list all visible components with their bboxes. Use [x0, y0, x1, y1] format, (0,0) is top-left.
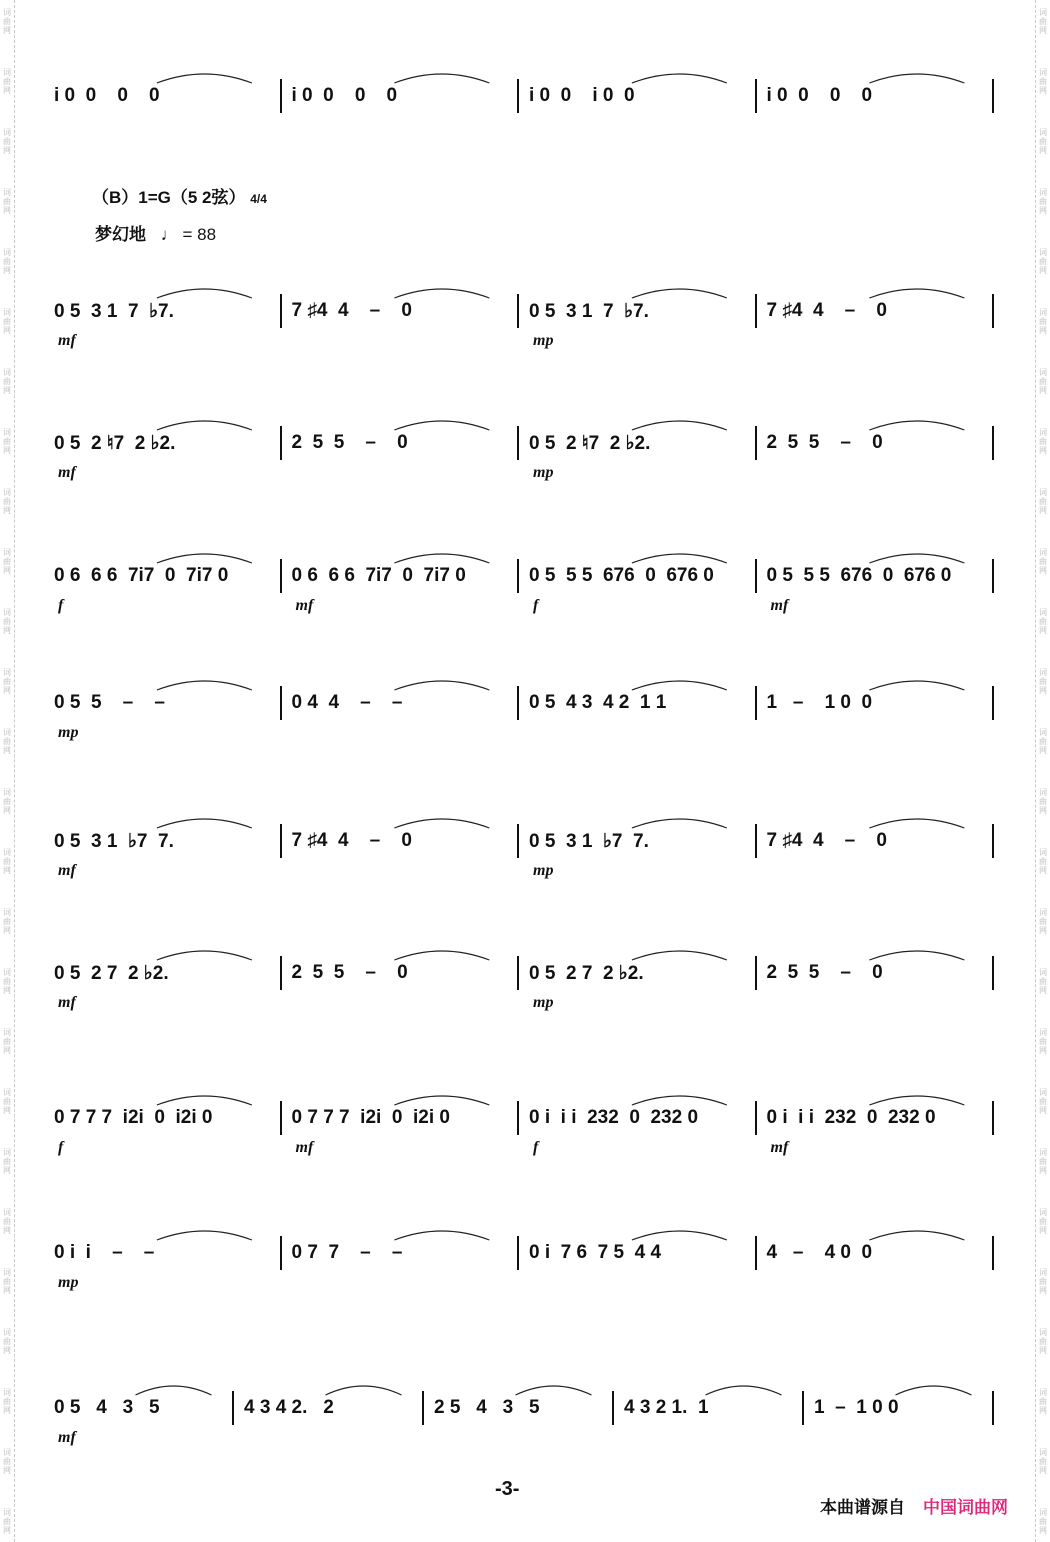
- score-line: [50, 1085, 1000, 1165]
- measure: 0 6 6 6 7i7 0 7i7 0: [54, 565, 229, 586]
- measure: 4 3 2 1. 1: [624, 1397, 709, 1418]
- measure: 0 5 3 1 ♭7 7.: [529, 831, 649, 852]
- slur-arc: [869, 289, 964, 298]
- measure: 0 7 7 7 i2i 0 i2i 0: [291, 1107, 450, 1128]
- slur-arc: [869, 1231, 964, 1240]
- slur-arc: [632, 554, 727, 563]
- slur-arc: [632, 74, 727, 83]
- slur-arc: [632, 1231, 727, 1240]
- measure: 4 3 4 2. 2: [244, 1397, 334, 1418]
- watermark-text: 词 曲 网: [3, 1328, 11, 1355]
- measure: i 0 0 0 0: [766, 85, 873, 106]
- key-signature: （B）1=G（5 2弦） 4/4: [92, 188, 267, 207]
- dynamic-marking: mf: [58, 332, 76, 349]
- watermark-text: 词 曲 网: [3, 1028, 11, 1055]
- watermark-text: 词 曲 网: [3, 428, 11, 455]
- slur-marks: [50, 808, 1000, 832]
- notes-row: [50, 692, 1000, 722]
- watermark-text: 词 曲 网: [3, 1508, 11, 1535]
- slur-arc: [632, 1096, 727, 1105]
- watermark-text: 词 曲 网: [1039, 788, 1047, 815]
- watermark-text: 词 曲 网: [1039, 68, 1047, 95]
- measure: 0 7 7 – –: [291, 1242, 403, 1263]
- source-site: 中国词曲网: [923, 1498, 1008, 1517]
- notes-row: [50, 85, 1000, 115]
- dynamic-marking: f: [58, 597, 64, 614]
- notes-row: [50, 830, 1000, 860]
- watermark-text: 词 曲 网: [1039, 248, 1047, 275]
- measure: 0 5 3 1 7 ♭7.: [54, 301, 174, 322]
- measure: 4 – 4 0 0: [766, 1242, 873, 1263]
- measure: 0 5 2 ♮7 2 ♭2.: [529, 433, 651, 454]
- dynamic-marking: f: [533, 1139, 539, 1156]
- measure: 0 5 4 3 5: [54, 1397, 160, 1418]
- dynamic-marking: mp: [58, 1274, 79, 1291]
- watermark-text: 词 曲 网: [1039, 968, 1047, 995]
- measure: 7 ♯4 4 – 0: [766, 300, 887, 321]
- dynamic-marking: mp: [533, 862, 554, 879]
- dynamic-marking: mp: [533, 332, 554, 349]
- watermark-text: 词 曲 网: [1039, 428, 1047, 455]
- dynamic-marking: mp: [58, 724, 79, 741]
- dynamic-marking: mf: [58, 464, 76, 481]
- slur-arc: [394, 74, 489, 83]
- slur-arc: [869, 421, 964, 430]
- slur-arc: [632, 289, 727, 298]
- watermark-text: 词 曲 网: [3, 1148, 11, 1175]
- watermark-text: 词 曲 网: [1039, 1388, 1047, 1415]
- dynamic-marking: mp: [533, 994, 554, 1011]
- watermark-text: 词 曲 网: [1039, 1208, 1047, 1235]
- slur-arc: [157, 554, 252, 563]
- slur-marks: [50, 278, 1000, 302]
- slur-arc: [157, 74, 252, 83]
- slur-arc: [394, 819, 489, 828]
- watermark-text: 词 曲 网: [1039, 128, 1047, 155]
- measure: 1 – 1 0 0: [814, 1397, 899, 1418]
- measure: 0 5 3 1 ♭7 7.: [54, 831, 174, 852]
- dynamic-marking: mf: [58, 994, 76, 1011]
- slur-arc: [136, 1386, 212, 1395]
- watermark-text: 词 曲 网: [1039, 668, 1047, 695]
- measure: 2 5 5 – 0: [291, 962, 408, 983]
- measure: 0 5 4 3 4 2 1 1: [529, 692, 667, 713]
- watermark-text: 词 曲 网: [3, 1388, 11, 1415]
- slur-arc: [632, 951, 727, 960]
- notes-row: [50, 1397, 1000, 1427]
- slur-arc: [896, 1386, 972, 1395]
- slur-marks: [50, 670, 1000, 694]
- dynamic-marking: mf: [295, 1139, 314, 1156]
- notes-row: [50, 962, 1000, 992]
- slur-arc: [869, 1096, 964, 1105]
- score-line: [50, 410, 1000, 490]
- slur-arc: [632, 421, 727, 430]
- watermark-text: 词 曲 网: [1039, 488, 1047, 515]
- page-number: -3-: [495, 1478, 520, 1500]
- slur-arc: [394, 421, 489, 430]
- slur-arc: [157, 421, 252, 430]
- watermark-text: 词 曲 网: [1039, 1508, 1047, 1535]
- watermark-text: 词 曲 网: [1039, 188, 1047, 215]
- slur-arc: [869, 819, 964, 828]
- tempo-value: ♩ = 88: [160, 225, 217, 244]
- watermark-text: 词 曲 网: [1039, 848, 1047, 875]
- dynamic-marking: mf: [58, 1429, 76, 1446]
- watermark-text: 词 曲 网: [3, 368, 11, 395]
- score-line: [50, 1375, 1000, 1455]
- watermark-text: 词 曲 网: [3, 728, 11, 755]
- measure: 0 i 7 6 7 5 4 4: [529, 1242, 662, 1263]
- measure: 0 7 7 7 i2i 0 i2i 0: [54, 1107, 213, 1128]
- measure: 2 5 5 – 0: [766, 432, 883, 453]
- watermark-text: 词 曲 网: [3, 248, 11, 275]
- score-line: [50, 670, 1000, 750]
- watermark-text: 词 曲 网: [3, 68, 11, 95]
- slur-arc: [706, 1386, 782, 1395]
- dynamic-marking: f: [533, 597, 539, 614]
- score-line: [50, 808, 1000, 888]
- measure: i 0 0 0 0: [54, 85, 160, 106]
- measure: 0 i i i 232 0 232 0: [766, 1107, 936, 1128]
- slur-arc: [157, 819, 252, 828]
- source-credit: [820, 1493, 1008, 1518]
- dynamic-marking: mp: [533, 464, 554, 481]
- right-margin-strip: [1035, 0, 1050, 1542]
- measure: 2 5 5 – 0: [766, 962, 883, 983]
- measure: 0 5 3 1 7 ♭7.: [529, 301, 649, 322]
- slur-arc: [869, 681, 964, 690]
- slur-marks: [50, 940, 1000, 964]
- source-label: 本曲谱源自: [820, 1498, 905, 1517]
- watermark-text: 词 曲 网: [1039, 548, 1047, 575]
- measure: 7 ♯4 4 – 0: [291, 830, 412, 851]
- slur-arc: [394, 951, 489, 960]
- measure: 0 5 2 ♮7 2 ♭2.: [54, 433, 176, 454]
- slur-arc: [394, 1096, 489, 1105]
- watermark-text: 词 曲 网: [3, 908, 11, 935]
- score-line: [50, 1220, 1000, 1300]
- watermark-text: 词 曲 网: [1039, 368, 1047, 395]
- watermark-text: 词 曲 网: [3, 8, 11, 35]
- notes-row: [50, 1242, 1000, 1272]
- watermark-text: 词 曲 网: [3, 188, 11, 215]
- watermark-text: 词 曲 网: [1039, 1268, 1047, 1295]
- watermark-text: 词 曲 网: [3, 668, 11, 695]
- slur-marks: [50, 1085, 1000, 1109]
- measure: 7 ♯4 4 – 0: [766, 830, 887, 851]
- slur-arc: [157, 951, 252, 960]
- watermark-text: 词 曲 网: [1039, 1028, 1047, 1055]
- watermark-text: 词 曲 网: [3, 1268, 11, 1295]
- measure: 7 ♯4 4 – 0: [291, 300, 412, 321]
- watermark-text: 词 曲 网: [1039, 1148, 1047, 1175]
- watermark-text: 词 曲 网: [3, 488, 11, 515]
- measure: 0 5 5 – –: [54, 692, 165, 713]
- watermark-text: 词 曲 网: [3, 548, 11, 575]
- slur-arc: [394, 1231, 489, 1240]
- score-line: [50, 278, 1000, 358]
- watermark-text: 词 曲 网: [1039, 608, 1047, 635]
- dynamic-marking: mf: [770, 597, 789, 614]
- time-signature: 4/4: [250, 191, 267, 206]
- watermark-text: 词 曲 网: [1039, 908, 1047, 935]
- measure: 2 5 4 3 5: [434, 1397, 540, 1418]
- watermark-text: 词 曲 网: [3, 1088, 11, 1115]
- measure: 1 – 1 0 0: [766, 692, 873, 713]
- measure: 2 5 5 – 0: [291, 432, 408, 453]
- dynamic-marking: mf: [295, 597, 314, 614]
- slur-arc: [632, 681, 727, 690]
- slur-arc: [157, 681, 252, 690]
- measure: 0 4 4 – –: [291, 692, 403, 713]
- slur-marks: [50, 410, 1000, 434]
- watermark-text: 词 曲 网: [3, 1208, 11, 1235]
- slur-marks: [50, 1375, 1000, 1399]
- measure: 0 5 2 7 2 ♭2.: [54, 963, 169, 984]
- watermark-text: 词 曲 网: [3, 788, 11, 815]
- score-line: [50, 940, 1000, 1020]
- watermark-text: 词 曲 网: [1039, 1328, 1047, 1355]
- watermark-text: 词 曲 网: [3, 1448, 11, 1475]
- slur-arc: [869, 951, 964, 960]
- slur-arc: [869, 74, 964, 83]
- notes-row: [50, 1107, 1000, 1137]
- slur-arc: [326, 1386, 402, 1395]
- slur-arc: [869, 554, 964, 563]
- watermark-text: 词 曲 网: [3, 128, 11, 155]
- slur-arc: [516, 1386, 592, 1395]
- measure: 0 5 2 7 2 ♭2.: [529, 963, 644, 984]
- slur-arc: [394, 289, 489, 298]
- notes-row: [50, 432, 1000, 462]
- slur-marks: [50, 1220, 1000, 1244]
- notes-row: [50, 300, 1000, 330]
- slur-marks: [50, 63, 1000, 87]
- watermark-text: 词 曲 网: [3, 968, 11, 995]
- slur-arc: [394, 554, 489, 563]
- measure: 0 i i i 232 0 232 0: [529, 1107, 699, 1128]
- measure: 0 5 5 5 676 0 676 0: [529, 565, 714, 586]
- slur-arc: [157, 1096, 252, 1105]
- score-line: [50, 63, 1000, 143]
- watermark-text: 词 曲 网: [3, 608, 11, 635]
- watermark-text: 词 曲 网: [1039, 1448, 1047, 1475]
- watermark-text: 词 曲 网: [1039, 8, 1047, 35]
- watermark-text: 词 曲 网: [3, 308, 11, 335]
- notes-row: [50, 565, 1000, 595]
- measure: 0 5 5 5 676 0 676 0: [766, 565, 952, 586]
- measure: i 0 0 0 0: [291, 85, 398, 106]
- watermark-text: 词 曲 网: [3, 848, 11, 875]
- slur-arc: [394, 681, 489, 690]
- measure: 0 6 6 6 7i7 0 7i7 0: [291, 565, 466, 586]
- slur-marks: [50, 543, 1000, 567]
- dynamic-marking: mf: [58, 862, 76, 879]
- expression-text: 梦幻地: [95, 225, 146, 244]
- left-margin-strip: [0, 0, 15, 1542]
- watermark-text: 词 曲 网: [1039, 1088, 1047, 1115]
- dynamic-marking: mf: [770, 1139, 789, 1156]
- slur-arc: [632, 819, 727, 828]
- score-line: [50, 543, 1000, 623]
- watermark-text: 词 曲 网: [1039, 728, 1047, 755]
- slur-arc: [157, 289, 252, 298]
- measure: 0 i i – –: [54, 1242, 155, 1263]
- measure: i 0 0 i 0 0: [529, 85, 635, 106]
- dynamic-marking: f: [58, 1139, 64, 1156]
- slur-arc: [157, 1231, 252, 1240]
- tempo-marking: [95, 220, 216, 245]
- watermark-text: 词 曲 网: [1039, 308, 1047, 335]
